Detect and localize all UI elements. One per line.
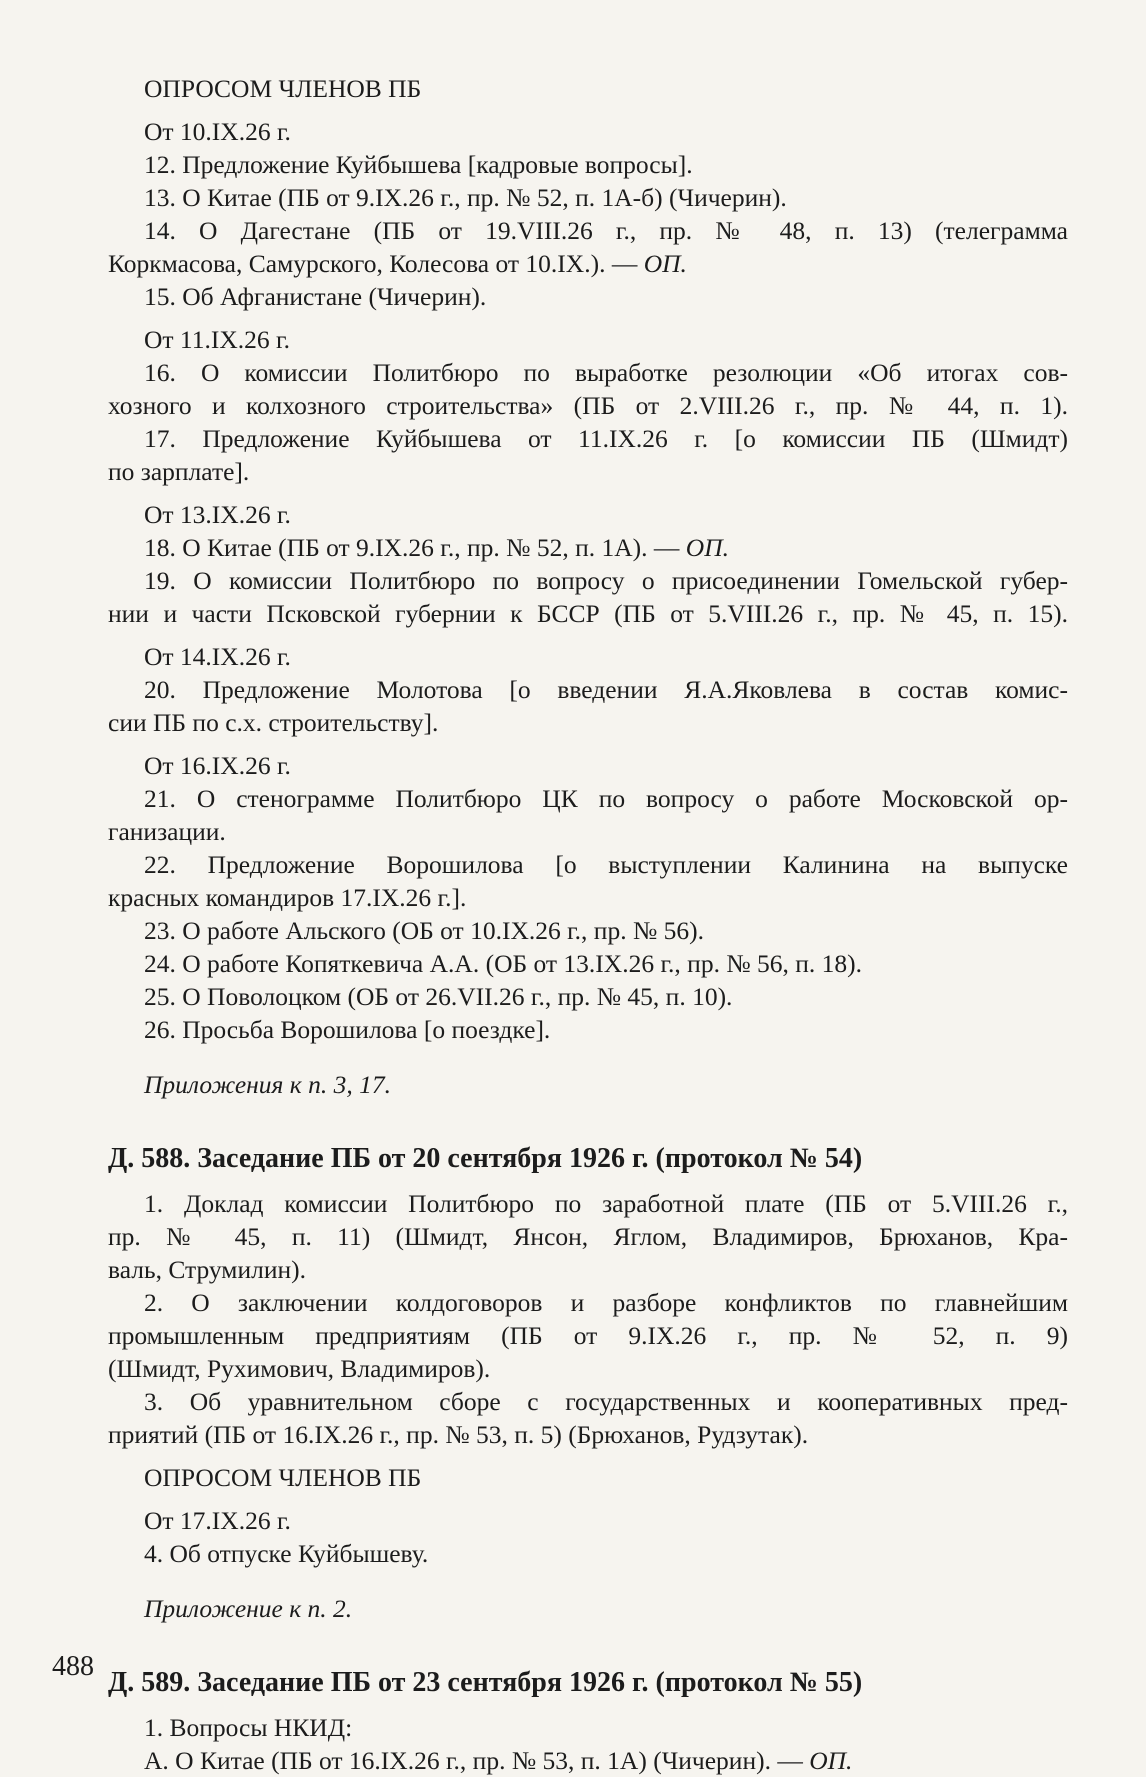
- item-18: [108, 531, 1068, 564]
- item-22: 22. Предложение Ворошилова [о выступлении Калинина на выпуске: [144, 850, 1068, 879]
- date-line: От 16.IX.26 г.: [144, 751, 291, 780]
- item-588-3-cont: приятий (ПБ от 16.IX.26 г., пр. № 53, п. 5) (Брюханов, Рудзутак).: [108, 1420, 809, 1449]
- item-588-2-cont: промышленным предприятиям (ПБ от 9.IX.26 г., пр. № 52, п. 9): [108, 1321, 1068, 1350]
- attachments-note: Приложения к п. 3, 17.: [144, 1070, 391, 1099]
- op-mark: ОП.: [809, 1746, 853, 1775]
- item-14: 14. О Дагестане (ПБ от 19.VIII.26 г., пр. № 48, п. 13) (телеграмма: [144, 216, 1068, 245]
- date-line: От 10.IX.26 г.: [144, 117, 291, 146]
- item-588-1-cont: пр. № 45, п. 11) (Шмидт, Янсон, Яглом, Владимиров, Брюханов, Кра-: [108, 1222, 1068, 1251]
- section-heading-589: Д. 589. Заседание ПБ от 23 сентября 1926 г. (протокол № 55): [108, 1667, 863, 1698]
- item-20-cont: сии ПБ по с.х. строительству].: [108, 708, 439, 737]
- item-589-1a: [108, 1744, 1068, 1777]
- item-12: 12. Предложение Куйбышева [кадровые вопросы].: [144, 150, 693, 179]
- item-588-3: 3. Об уравнительном сборе с государственных и кооперативных пред-: [144, 1387, 1068, 1416]
- item-25: 25. О Поволоцком (ОБ от 26.VII.26 г., пр. № 45, п. 10).: [144, 982, 733, 1011]
- op-mark: ОП.: [685, 533, 730, 562]
- date-line: От 13.IX.26 г.: [144, 500, 291, 529]
- poll-header: ОПРОСОМ ЧЛЕНОВ ПБ: [144, 74, 422, 103]
- date-line: От 17.IX.26 г.: [144, 1506, 291, 1535]
- item-21: 21. О стенограмме Политбюро ЦК по вопросу о работе Московской ор-: [144, 784, 1068, 813]
- item-588-2: 2. О заключении колдоговоров и разборе конфликтов по главнейшим: [144, 1288, 1068, 1317]
- text-run: А. О Китае (ПБ от 16.IX.26 г., пр. № 53, п. 1А) (Чичерин). —: [144, 1746, 803, 1775]
- text-run: Коркмасова, Самурского, Колесова от 10.IX.). —: [108, 249, 638, 278]
- item-16: 16. О комиссии Политбюро по выработке резолюции «Об итогах сов-: [144, 358, 1068, 387]
- item-588-1-cont: валь, Струмилин).: [108, 1255, 306, 1284]
- page-number: 488: [52, 1651, 94, 1682]
- item-16-cont: хозного и колхозного строительства» (ПБ от 2.VIII.26 г., пр. № 44, п. 1).: [108, 391, 1068, 420]
- item-20: 20. Предложение Молотова [о введении Я.А.Яковлева в состав комис-: [144, 675, 1068, 704]
- item-589-1: 1. Вопросы НКИД:: [144, 1713, 353, 1742]
- date-line: От 14.IX.26 г.: [144, 642, 291, 671]
- op-mark: ОП.: [643, 249, 687, 278]
- section-heading-588: Д. 588. Заседание ПБ от 20 сентября 1926 г. (протокол № 54): [108, 1143, 863, 1174]
- item-19: 19. О комиссии Политбюро по вопросу о присоединении Гомельской губер-: [144, 566, 1068, 595]
- item-14-cont: [108, 247, 1068, 280]
- item-17: 17. Предложение Куйбышева от 11.IX.26 г. [о комиссии ПБ (Шмидт): [144, 424, 1068, 453]
- item-21-cont: ганизации.: [108, 817, 226, 846]
- item-23: 23. О работе Альского (ОБ от 10.IX.26 г., пр. № 56).: [144, 916, 705, 945]
- item-17-cont: по зарплате].: [108, 457, 250, 486]
- item-588-1: 1. Доклад комиссии Политбюро по заработной плате (ПБ от 5.VIII.26 г.,: [144, 1189, 1068, 1218]
- item-588-4: 4. Об отпуске Куйбышеву.: [144, 1539, 429, 1568]
- attachments-note: Приложение к п. 2.: [144, 1594, 353, 1623]
- text-run: 18. О Китае (ПБ от 9.IX.26 г., пр. № 52, п. 1А). —: [144, 533, 680, 562]
- item-26: 26. Просьба Ворошилова [о поездке].: [144, 1015, 551, 1044]
- page-content: [108, 72, 1068, 1777]
- item-588-2-cont: (Шмидт, Рухимович, Владимиров).: [108, 1354, 491, 1383]
- item-13: 13. О Китае (ПБ от 9.IX.26 г., пр. № 52, п. 1А-б) (Чичерин).: [144, 183, 787, 212]
- item-22-cont: красных командиров 17.IX.26 г.].: [108, 883, 467, 912]
- poll-header: ОПРОСОМ ЧЛЕНОВ ПБ: [144, 1463, 422, 1492]
- date-line: От 11.IX.26 г.: [144, 325, 290, 354]
- item-15: 15. Об Афганистане (Чичерин).: [144, 282, 487, 311]
- item-19-cont: нии и части Псковской губернии к БССР (ПБ от 5.VIII.26 г., пр. № 45, п. 15).: [108, 599, 1068, 628]
- item-24: 24. О работе Копяткевича А.А. (ОБ от 13.IX.26 г., пр. № 56, п. 18).: [144, 949, 863, 978]
